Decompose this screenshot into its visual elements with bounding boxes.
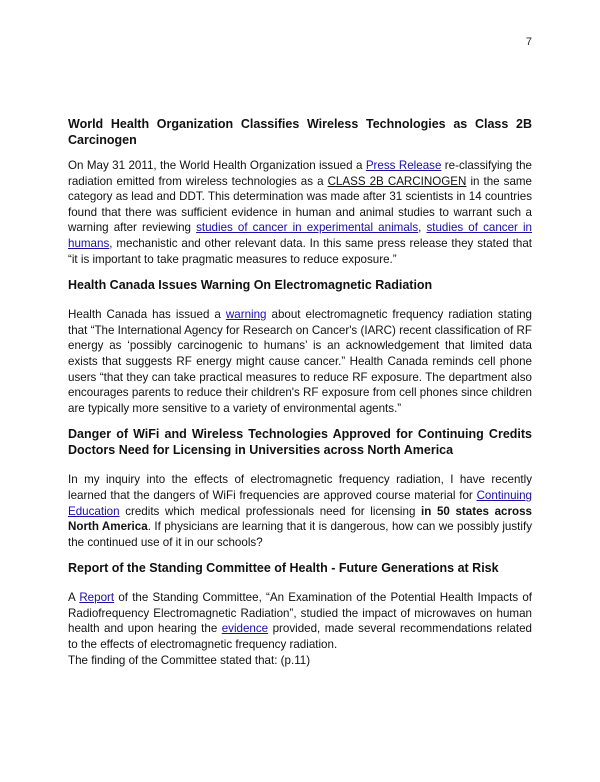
- section-paragraph-who: [68, 158, 532, 267]
- section-heading-who: World Health Organization Classifies Wireless Technologies as Class 2B Carcinogen: [68, 117, 532, 147]
- bold-text: in 50 states across North America: [68, 504, 532, 534]
- report-link[interactable]: Report: [79, 591, 115, 605]
- section-paragraph-standing-committee: [68, 590, 532, 652]
- text: A: [68, 591, 80, 605]
- document-body: [68, 116, 532, 676]
- studies-humans-link[interactable]: studies of cancer in humans: [68, 221, 532, 250]
- text: ,: [418, 221, 427, 235]
- text: On May 31 2011, the World Health Organization issued a: [68, 159, 366, 172]
- warning-link[interactable]: warning: [225, 308, 267, 322]
- committee-finding-line: The finding of the Committee stated that: (p.11): [68, 653, 311, 667]
- studies-animals-link[interactable]: studies of cancer in experimental animals: [196, 221, 419, 235]
- class-2b-carcinogen-text: CLASS 2B CARCINOGEN: [327, 174, 467, 188]
- text: . If physicians are learning that it is dangerous, how can we possibly justify the continued use of it in our schools?: [68, 520, 532, 549]
- text: about electromagnetic frequency radiation stating that “The International Agency for Research on Cancer's (IARC) recent classification of RF energy as ‘possibly carcinogenic to humans’ is an acknowledgement that limited data exists that suggests RF energy might cause cancer.” Health Canada reminds cell phone users “that they can take practical measures to reduce RF exposure. The department also encourages parents to reduce their children's RF exposure from cell phones since children are typically more sensitive to a variety of environmental agents.”: [68, 308, 532, 415]
- section-paragraph-wifi-danger: [68, 472, 532, 550]
- text: of the Standing Committee, “An Examination of the Potential Health Impacts of Radiofrequency Electromagnetic Radiation”, studied the impact of microwaves on human health and upon hearing the: [68, 591, 532, 636]
- text: in the same category as lead and DDT. This determination was made after 31 scientists in 14 countries found that there was sufficient evidence in human and animal studies to warrant such a warning after reviewing: [68, 174, 533, 235]
- text: provided, made several recommendations related to the effects of electromagnetic frequency radiation.: [68, 622, 533, 652]
- text: In my inquiry into the effects of electromagnetic frequency radiation, I have recently learned that the dangers of WiFi frequencies are approved course material for: [68, 473, 532, 502]
- evidence-link[interactable]: evidence: [221, 622, 269, 636]
- text: re-classifying the radiation emitted from wireless technologies as a: [68, 159, 532, 188]
- section-heading-standing-committee: Report of the Standing Committee of Health - Future Generations at Risk: [68, 561, 499, 576]
- continuing-education-link[interactable]: Continuing Education: [68, 488, 532, 518]
- section-paragraph-health-canada: [68, 307, 532, 416]
- page-number: 7: [525, 36, 532, 48]
- section-heading-health-canada: Health Canada Issues Warning On Electromagnetic Radiation: [68, 278, 433, 293]
- text: , mechanistic and other relevant data. In this same press release they stated that “it is important to take pragmatic measures to reduce exposure.”: [68, 236, 532, 266]
- text: Health Canada has issued a: [68, 308, 226, 322]
- press-release-link[interactable]: Press Release: [365, 159, 442, 172]
- section-heading-wifi-danger: Danger of WiFi and Wireless Technologies Approved for Continuing Credits Doctors Need for Licensing in Universities across North America: [68, 427, 532, 458]
- text: credits which medical professionals need for licensing: [119, 504, 422, 518]
